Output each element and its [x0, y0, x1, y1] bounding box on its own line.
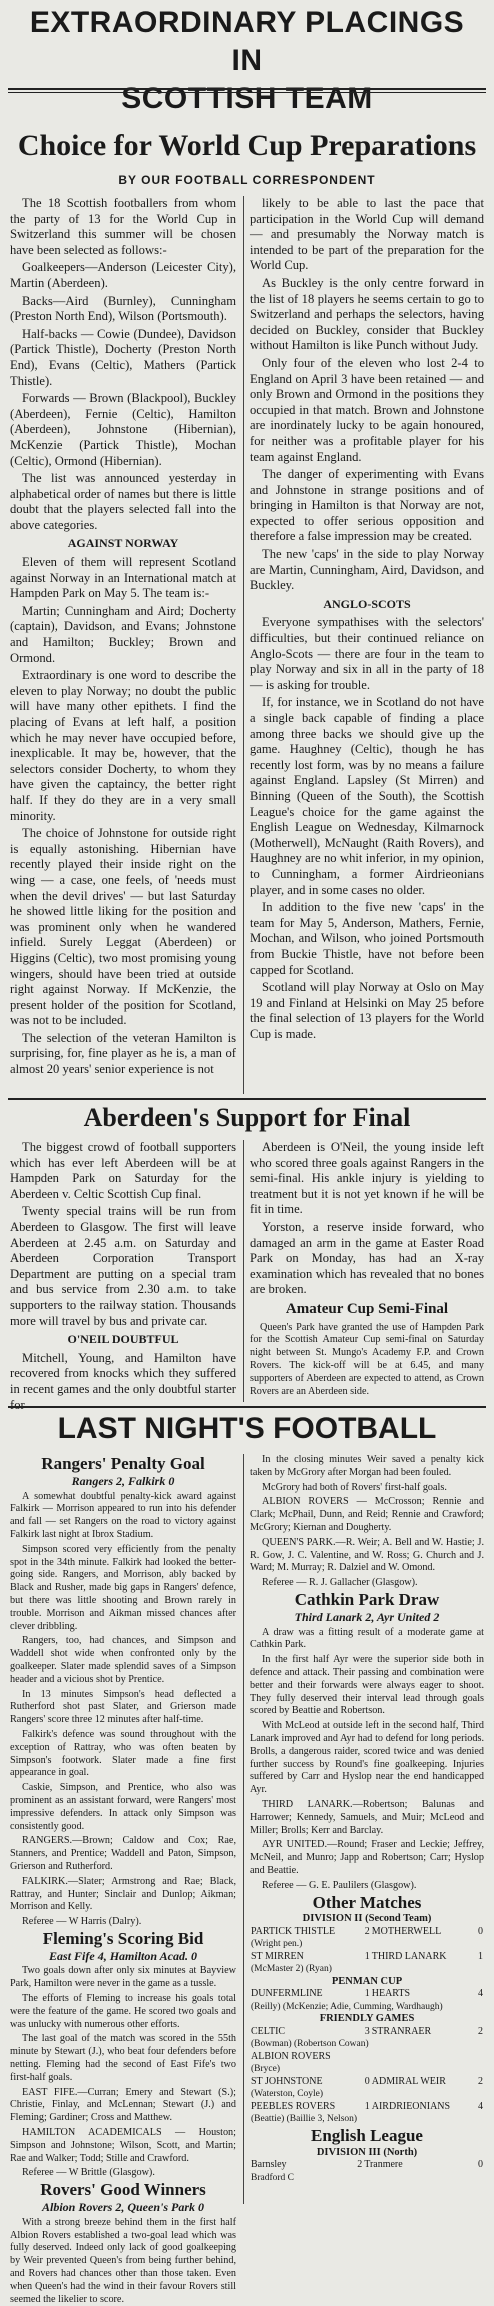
result-row: [250, 2159, 484, 2172]
subheading-anglo-scots: ANGLO-SCOTS: [323, 596, 411, 611]
results-table: [250, 2147, 484, 2185]
rovers-score: Albion Rovers 2, Queen's Park 0: [41, 2200, 204, 2215]
result-hs: 2: [357, 2159, 363, 2171]
other-matches-title: Other Matches: [312, 1892, 422, 1912]
result-home: PEEBLES ROVERS: [251, 2100, 336, 2112]
result-hs: 1: [364, 2100, 370, 2112]
result-scorers: (Reilly) (McKenzie; Adie, Cumming, Wardhaugh): [251, 2001, 443, 2012]
paragraph: In the closing minutes Weir saved a penalty kick taken by McGrory after Morgan had been fouled.: [250, 1454, 484, 1478]
result-row: [250, 2013, 484, 2026]
result-home: ALBION ROVERS: [251, 2050, 331, 2062]
paragraph: AYR UNITED.—Round; Fraser and Leckie; Jeffrey, McNeil, and Munro; Japp and Robertson; Carr; Hyslop and Beattie.: [250, 1839, 484, 1876]
result-scorers: (McMaster 2) (Ryan): [251, 1964, 332, 1975]
rangers-title: Rangers' Penalty Goal: [41, 1454, 205, 1473]
paragraph: Backs—Aird (Burnley), Cunningham (Preston North End), Wilson (Portsmouth).: [10, 293, 236, 324]
headline-line1: EXTRAORDINARY PLACINGS IN: [29, 6, 465, 77]
paragraph: Martin; Cunningham and Aird; Docherty (captain), Davidson, and Evans; Johnstone and Hamilton; Buckley; Brown and Ormond.: [10, 603, 236, 665]
aberdeen-column-right: [250, 1140, 484, 1402]
paragraph: Rangers, too, had chances, and Simpson and Waddell shot wide when confronted only by the goalkeeper. Slater made splendid saves of a Simpson header and a vicious shot by Prentice.: [10, 1635, 236, 1685]
paragraph: likely to be able to last the pace that participation in the World Cup will demand — and presumably the Norway match is intended to be part of the preparation for the World Cup.: [250, 196, 484, 273]
paragraph: Extraordinary is one word to describe the eleven to play Norway; no doubt the public will have many other epithets. I find the placing of Evans at left half, a position which he may never have occupied before, inexplicable. It may be, however, that the selectors consider Docherty, to whom they have given the captaincy, the better right half. If they do they are in a very small minority.: [10, 668, 236, 823]
fleming-title: Fleming's Scoring Bid: [42, 1928, 204, 1948]
paragraph: If, for instance, we in Scotland do not have a single back capable of finding a place among three backs we should give up the game. Haughney (Celtic), though he has recently lost form, was by no means a failure against England. Lapsley (St Mirren) and Binning (Queen of the South), the Scottish League's choice for the game against the English League on Wednesday, Kilmarnock (Motherwell), McNaught (Raith Rovers), and Haughney are no whit inferior, in my opinion, to Cunningham, a former Airdrieonians player, and in some cases no older.: [250, 695, 484, 897]
article-column-right: [250, 196, 484, 1094]
divider: [8, 88, 486, 90]
result-away: STRANRAER: [371, 2025, 432, 2037]
result-home: ST JOHNSTONE: [251, 2075, 323, 2087]
results-heading: FRIENDLY GAMES: [319, 2013, 415, 2025]
result-row: [250, 1976, 484, 1989]
result-as: 0: [478, 1925, 483, 1937]
paragraph: QUEEN'S PARK.—R. Weir; A. Bell and W. Hastie; J. R. Gow, J. C. Valentine, and W. Ross; G. Church and J. Ward; M. Murray; R. Dalziel and W. Omond.: [250, 1536, 484, 1574]
paragraph: The last goal of the match was scored in the 55th minute by Stewart (J.), who beat four defenders before netting. Fleming had the second of East Fife's two first-half goals.: [10, 2033, 236, 2083]
paragraph: FALKIRK.—Slater; Armstrong and Rae; Black, Rattray, and Hunter; Sinclair and Dunlop; Aikman; Morrison and Kelly.: [10, 1875, 236, 1913]
subheading-oneil-doubtful: O'NEIL DOUBTFUL: [67, 1332, 179, 1347]
paragraph: A draw was a fitting result of a moderate game at Cathkin Park.: [250, 1626, 484, 1651]
paragraph: Referee — W Brittle (Glasgow).: [22, 2167, 155, 2179]
result-away: HEARTS: [371, 1988, 411, 2000]
result-row: [250, 2101, 484, 2114]
paragraph: The danger of experimenting with Evans and Johnstone in strange positions and of bringing in Hamilton is that Norway are not, expected to offer serious opposition and therefore a false impression may be created.: [250, 467, 484, 544]
result-scorers: Bradford C: [251, 2172, 295, 2183]
paragraph: Everyone sympathises with the selectors' difficulties, but their continued reliance on Anglo-Scots — there are four in the team to play Norway and six in all in the party of 18 — is asking for trouble.: [250, 615, 484, 692]
result-row: [250, 1926, 484, 1939]
football-column-right: [250, 1454, 484, 2204]
paragraph: McGrory had both of Rovers' first-half goals.: [262, 1481, 447, 1493]
paragraph: The new 'caps' in the side to play Norway are Martin, Cunningham, Aird, Davidson, and Buckley.: [250, 547, 484, 593]
result-away: ADMIRAL WEIR: [371, 2075, 446, 2087]
result-scorers: (Wright pen.): [251, 1939, 303, 1950]
rangers-score: Rangers 2, Falkirk 0: [71, 1473, 175, 1488]
paragraph: Forwards — Brown (Blackpool), Buckley (Aberdeen), Fernie (Celtic), Hamilton (Aberdeen), Johnstone (Hibernian), McKenzie (Partick Thistle), Mochan (Celtic), Ormond (Hibernian).: [10, 391, 236, 468]
cathkin-score: Third Lanark 2, Ayr United 2: [294, 1609, 440, 1624]
byline: BY OUR FOOTBALL CORRESPONDENT: [118, 173, 376, 187]
subheading-against-norway: AGAINST NORWAY: [67, 536, 179, 551]
result-scorers: (Waterston, Coyle): [251, 2089, 324, 2100]
paragraph: As Buckley is the only centre forward in the list of 18 players he seems certain to go to Switzerland and perhaps the selectors, having decided on Buckley, consider that Buckley without Hamilton is like Punch without Judy.: [250, 275, 484, 353]
paragraph: The efforts of Fleming to increase his goals total were the feature of the game. He scored two goals and was unlucky with numerous other efforts.: [10, 1993, 236, 2030]
result-home: CELTIC: [251, 2025, 286, 2037]
results-heading: DIVISION II (Second Team): [302, 1913, 432, 1925]
result-row: [250, 2051, 484, 2064]
results-heading: DIVISION III (North): [316, 2146, 418, 2158]
amateur-cup-text: Queen's Park have granted the use of Hampden Park for the Scottish Amateur Cup semi-final on Saturday night between St. Mungo's Academy F.P. and Crown Rovers. The kick-off will be at 6.45, and many supporters of Aberdeen are expected to attend, as Crown Rovers are an Aberdeen side.: [250, 1321, 484, 1397]
result-row: [250, 2026, 484, 2039]
result-hs: 1: [364, 1988, 370, 2000]
result-row: [250, 1913, 484, 1926]
amateur-cup-title: Amateur Cup Semi-Final: [285, 1300, 449, 1317]
paragraph: The list was announced yesterday in alphabetical order of names but there is little doubt that the players selected fall into the above categories.: [10, 471, 236, 532]
paragraph: The selection of the veteran Hamilton is surprising, for, fine player as he is, a man of almost 20 years' senior experience is not: [10, 1030, 236, 1077]
paragraph: THIRD LANARK.—Robertson; Balunas and Harrower; Kennedy, Samuels, and Muir; McLeod and Miller; Brolls; Kerr and Barclay.: [250, 1798, 484, 1836]
result-home: ST MIRREN: [251, 1950, 304, 1962]
result-as: 2: [478, 2075, 483, 2087]
subhead: Choice for World Cup Preparations: [17, 129, 477, 162]
column-rule: [243, 196, 244, 1094]
paragraph: Referee — W Harris (Dalry).: [22, 1916, 142, 1928]
result-row: [250, 1988, 484, 2001]
result-as: 4: [478, 1988, 483, 2000]
paragraph: A somewhat doubtful penalty-kick award against Falkirk — Morrison appeared to run into his defender and fall — set Rangers on the road to victory against Falkirk last night at Ibrox Stadium.: [10, 1490, 236, 1540]
result-away: [371, 2051, 475, 2064]
paragraph: Eleven of them will represent Scotland against Norway in an International match at Hampden Park on May 5. The team is:-: [10, 555, 236, 601]
divider: [8, 1098, 486, 1100]
paragraph: Goalkeepers—Anderson (Leicester City), Martin (Aberdeen).: [10, 260, 236, 290]
result-as: [475, 2051, 484, 2064]
result-hs: 0: [364, 2075, 370, 2087]
column-rule: [243, 1454, 244, 2204]
result-scorers: (Bowman) (Robertson Cowan): [251, 2039, 369, 2050]
paragraph: Caskie, Simpson, and Prentice, who also was prominent as an assistant forward, were Rangers' most impressive defenders. In attack only Simpson was consistently good.: [10, 1782, 236, 1832]
paragraph: The biggest crowd of football supporters which has ever left Aberdeen will be at Hampden Park on Saturday for the Aberdeen v. Celtic Scottish Cup final.: [10, 1140, 236, 1201]
result-hs: 1: [364, 1950, 370, 1962]
result-away: AIRDRIEONIANS: [371, 2100, 451, 2112]
paragraph: Simpson scored very efficiently from the penalty spot in the 34th minute. Falkirk had looked the better-going side. Rangers, and Morrison, ably backed by Black and Rusher, made big gaps in Rangers' defence, but there was little shooting and Brown rarely in trouble. Morrison and Aikman missed chances after clever dribbling.: [10, 1543, 236, 1632]
last-nights-football-headline: LAST NIGHT'S FOOTBALL: [57, 1412, 437, 1445]
result-scorers: (Beattie) (Baillie 3, Nelson): [251, 2114, 358, 2125]
result-scorers: (Bryce): [251, 2064, 281, 2075]
result-hs: 3: [364, 2025, 370, 2037]
football-column-left: [10, 1454, 236, 2305]
result-row: [250, 2076, 484, 2089]
paragraph: Half-backs — Cowie (Dundee), Davidson (Partick Thistle), Docherty (Preston North End), Evans (Celtic), Mathers (Partick Thistle).: [10, 326, 236, 388]
result-away: THIRD LANARK: [371, 1950, 447, 1962]
result-home: Barnsley: [251, 2159, 287, 2171]
divider: [8, 1406, 486, 1408]
paragraph: The 18 Scottish footballers from whom the party of 13 for the World Cup in Switzerland this summer will be chosen have been selected as follows:-: [10, 196, 236, 257]
paragraph: Aberdeen is O'Neil, the young inside left who scored three goals against Rangers in the semi-final. His ankle injury is yielding to treatment but it is not yet known if he will be fit in time.: [250, 1140, 484, 1217]
paragraph: The choice of Johnstone for outside right is equally astonishing. Hibernian have recently played their inside right on the wing — a case, one feels, of 'needs must when the devil drives' — but last Saturday he showed little liking for the position and was prominent only when he wandered infield. Surely Leggat (Aberdeen) or Higgins (Celtic), two most promising young wingers, should have been tried at outside right against Norway. If McKenzie, the present holder of the position for Scotland, was not to be included.: [10, 826, 236, 1028]
headline: [10, 4, 484, 118]
result-away: MOTHERWELL: [371, 1925, 442, 1937]
divider: [8, 92, 486, 93]
paragraph: Yorston, a reserve inside forward, who damaged an arm in the game at Easter Road Park on Monday, has had an X-ray examination which has revealed that no bones are broken.: [250, 1219, 484, 1297]
result-as: 4: [478, 2100, 483, 2112]
headline-line2: SCOTTISH TEAM: [121, 82, 373, 115]
fleming-score: East Fife 4, Hamilton Acad. 0: [49, 1948, 197, 1963]
aberdeen-column-left: [10, 1140, 236, 1412]
paragraph: Scotland will play Norway at Oslo on May 19 and Finland at Helsinki on May 25 before the final selection of 13 players for the World Cup is made.: [250, 980, 484, 1041]
article-column-left: [10, 196, 236, 1094]
aberdeen-headline: Aberdeen's Support for Final: [83, 1103, 411, 1132]
result-hs: [362, 2051, 371, 2064]
paragraph: ALBION ROVERS — McCrosson; Rennie and Clark; McPhail, Dunn, and Reid; Rennie and Crawford; McGrory; Kiernan and Dougherty.: [250, 1496, 484, 1533]
result-home: PARTICK THISTLE: [251, 1925, 336, 1937]
paragraph: Twenty special trains will be run from Aberdeen to Glasgow. The first will leave Aberdeen at 2.45 a.m. on Saturday and Aberdeen Corporation Transport Department are putting on a special tram and bus service from 2.30 a.m. to take supporters to the railway station. Thousands more will travel by bus and private car.: [10, 1204, 236, 1328]
paragraph: Two goals down after only six minutes at Bayview Park, Hamilton were never in the game as a tussle.: [10, 1965, 236, 1990]
paragraph: With a strong breeze behind them in the first half Albion Rovers established a two-goal lead which was fully deserved. Indeed only lack of good goalkeeping by Weir prevented Queen's from being further behind, and Rovers had chances other than those taken. Even when Queen's had the wind in their favour Rovers still seemed the likelier to score.: [10, 2216, 236, 2305]
result-as: 2: [478, 2025, 483, 2037]
paragraph: Referee — R. J. Gallacher (Glasgow).: [262, 1577, 418, 1589]
paragraph: In the first half Ayr were the superior side both in defence and attack. Their passing and combination were better and their forwards were always eager to shoot. They fully deserved their interval lead through goals scored by Beattie and Robertson.: [250, 1654, 484, 1717]
result-away: Tranmere: [364, 2159, 403, 2171]
paragraph: EAST FIFE.—Curran; Emery and Stewart (S.); Christie, Finlay, and McLennan; Stewart (J.) and Fleming; Gardiner; Cross and Matthew.: [10, 2086, 236, 2124]
result-row: [250, 1951, 484, 1964]
paragraph: Mitchell, Young, and Hamilton have recovered from knocks which they suffered in recent games and the only doubtful starter for: [10, 1350, 236, 1412]
paragraph: Referee — G. E. Paulilers (Glasgow).: [262, 1879, 417, 1891]
cathkin-title: Cathkin Park Draw: [294, 1589, 440, 1609]
paragraph: With McLeod at outside left in the second half, Third Lanark improved and Ayr had to defend for long periods. Brolls, a dangerous raider, scored twice and was denied further success by Round's fine goalkeeping. Injuries suffered by Carr and Hyslop near the end handicapped Ayr.: [250, 1720, 484, 1796]
paragraph: Falkirk's defence was sound throughout with the exception of Rattray, who was often beaten by Simpson's footwork. Slater made a fine first appearance in goal.: [10, 1728, 236, 1779]
result-hs: 2: [364, 1925, 370, 1937]
result-home: DUNFERMLINE: [251, 1988, 323, 2000]
rovers-title: Rovers' Good Winners: [40, 2180, 206, 2200]
results-table: [250, 1913, 484, 2126]
result-as: 0: [478, 2159, 483, 2171]
paragraph: In 13 minutes Simpson's head deflected a Rutherford shot past Slater, and Grierson made Rangers' score three 12 minutes after half-time.: [10, 1688, 236, 1726]
paragraph: Only four of the eleven who lost 2-4 to England on April 3 have been retained — and only Brown and Ormond in the positions they occupied in that match. Brown and Johnstone are inordinately lucky to be again honoured, for neither was a profitable player for his team against England.: [250, 355, 484, 464]
paragraph: HAMILTON ACADEMICALS — Houston; Simpson and Johnstone; Wilson, Scott, and Martin; Rae and Walker; Todd; Stille and Crawford.: [10, 2127, 236, 2164]
result-as: 1: [478, 1950, 483, 1962]
paragraph: In addition to the five new 'caps' in the team for May 5, Anderson, Mathers, Fernie, Mochan, and Wilson, who joined Portsmouth from Buckie Thistle, have not before been capped for Scotland.: [250, 900, 484, 977]
paragraph: RANGERS.—Brown; Caldow and Cox; Rae, Stanners, and Prentice; Waddell and Paton, Simpson, Grierson and Rutherford.: [10, 1835, 236, 1872]
result-row: [250, 2147, 484, 2160]
results-heading: PENMAN CUP: [331, 1975, 403, 1987]
column-rule: [243, 1140, 244, 1402]
english-league-title: English League: [311, 2125, 423, 2145]
